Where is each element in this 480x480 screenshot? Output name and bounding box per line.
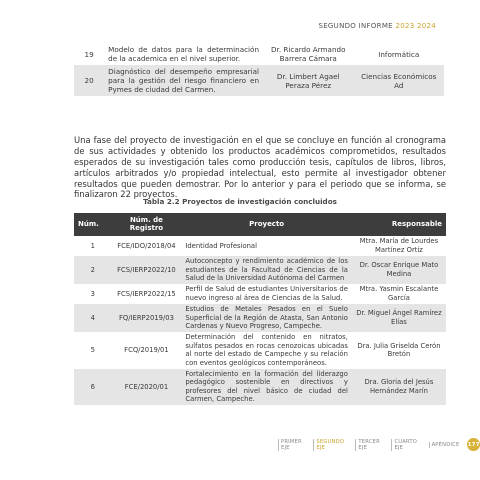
cell-registro: FCE/2020/01 [124,382,169,391]
cell-registro: FCQ/2019/01 [124,345,169,354]
page-number-badge: 177 [467,438,480,451]
row-description: Modelo de datos para la determinación de la academica en el nivel superior. [108,45,259,63]
cell-registro: FCS/IERP2022/10 [117,265,176,274]
header-prefix: SEGUNDO INFORME [318,22,396,30]
footer-nav [278,438,480,451]
cell-responsable: Dra. Gloria del Jesús Hernández Marín [364,378,434,395]
table-row [74,43,444,65]
table-row [74,236,446,256]
header-num: Núm. [74,213,112,236]
cell-registro: FCS/IERP2022/15 [117,289,176,298]
header-registro: Núm. de Registro [112,213,182,236]
footer-link-segundo-eje[interactable]: SEGUNDO EJE [313,439,355,451]
table-row [74,284,446,304]
cell-proyecto: Determinación del contenido en nitratos, sulfatos pesados en rocas cenozoicas ubicadas al norte del estado de Campeche y su relación con eventos geológicos contemporáneos. [185,333,348,367]
body-paragraph: Una fase del proyecto de investigación en el que se concluye en función al cronograma de sus actividades y obtenido los productos académicos comprometidos, resultados esperados de su investigación tales como producción tesis, capítulos de libros, libros, artículos arbitrados y/o propiedad intelectual, esto permite al investigador obtener resultados que pueden demostrar. Por lo anterior y para el periodo que se informa, se finalizaron 22 proyectos. [74,135,446,200]
table-row [74,65,444,96]
header-year: 2023 2024 [395,22,436,30]
cell-proyecto: Fortalecimiento en la formación del liderazgo pedagógico sostenible en directivos y profesores del nivel básico de ciudad del Carmen, Campeche. [185,370,348,404]
table-title: Tabla 2.2 Proyectos de investigación concluidos [143,197,337,206]
cell-registro: FQ/IERP2019/03 [118,313,174,322]
cell-num: 3 [90,289,95,298]
row-responsible: Dr. Ricardo Armando Barrera Cámara [270,45,346,63]
cell-proyecto: Identidad Profesional [185,241,257,250]
table-header-row [74,213,446,236]
row-description: Diagnóstico del desempeño empresarial para la gestión del riesgo financiero en Pymes de ciudad del Carmen. [108,67,259,94]
cell-num: 1 [90,241,95,250]
continued-table [74,43,444,96]
cell-responsable: Mtra. María de Lourdes Martínez Ortiz [359,237,439,254]
cell-num: 5 [90,345,95,354]
row-number: 20 [84,76,94,85]
cell-registro: FCE/IDO/2018/04 [117,241,176,250]
row-area: Informática [378,49,420,59]
projects-table [74,213,446,405]
header-proyecto: Proyecto [181,213,352,236]
header-responsable: Responsable [352,213,446,236]
cell-num: 6 [90,382,95,391]
cell-proyecto: Autoconcepto y rendimiento académico de los estudiantes de la Facultad de Ciencias de la Salud de la Universidad Autónoma del Carmen [185,257,348,282]
cell-num: 4 [90,313,95,322]
footer-link-tercer-eje[interactable]: TERCER EJE [355,439,391,451]
row-area: Ciencias Económicos Ad [361,71,437,90]
cell-proyecto: Estudios de Metales Pesados en el Suelo Superficial de la Región de Atasta, San Antonio Cardenas y Nuevo Progreso, Campeche. [185,305,348,330]
row-number: 19 [84,49,94,59]
footer-link-apendice[interactable]: APÉNDICE [429,442,462,448]
table-row [74,256,446,284]
document-header [318,22,436,30]
table-row [74,332,446,369]
row-responsible: Dr. Limbert Agael Peraza Pérez [276,71,340,90]
footer-link-cuarto-eje[interactable]: CUARTO EJE [391,439,428,451]
cell-num: 2 [90,265,95,274]
cell-responsable: Dr. Oscar Enrique Mato Medina [359,261,439,278]
table-row [74,304,446,332]
cell-responsable: Mtra. Yasmin Escalante García [359,285,439,302]
cell-responsable: Dr. Miguel Ángel Ramírez Elías [356,309,442,326]
footer-link-primer-eje[interactable]: PRIMER EJE [278,439,313,451]
cell-proyecto: Perfil de Salud de estudiantes Universitarios de nuevo ingreso al área de Ciencias de la Salud. [185,285,348,302]
cell-responsable: Dra. Julia Griselda Cerón Bretón [357,341,441,359]
table-row [74,369,446,406]
